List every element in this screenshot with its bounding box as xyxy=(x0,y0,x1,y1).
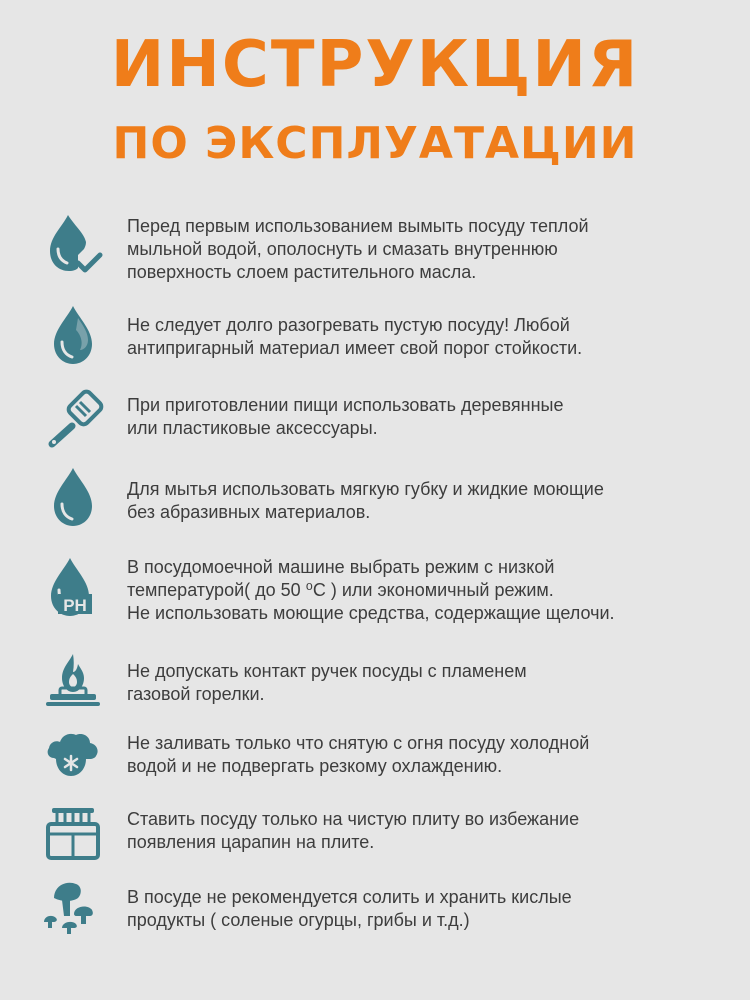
svg-text:PH: PH xyxy=(63,596,87,615)
instruction-text: Не заливать только что снятую с огня посуду холодной водой и не подвергать резкому охлаждению. xyxy=(127,733,590,776)
spatula-icon xyxy=(40,386,106,452)
instruction-text: В посудомоечной машине выбрать режим с низкой температурой( до 50 ⁰С ) или экономичный режим. Не использовать моющие средства, содержащие щелочи. xyxy=(127,557,615,623)
page-title: ИНСТРУКЦИЯ xyxy=(110,28,640,102)
water-drop-check-icon xyxy=(40,211,106,277)
instruction-text: Перед первым использованием вымыть посуду теплой мыльной водой, ополоснуть и смазать внутреннюю поверхность слоем растительного масла. xyxy=(127,216,589,282)
gas-burner-icon xyxy=(40,650,106,716)
instruction-text: Не следует долго разогревать пустую посуду! Любой антипригарный материал имеет свой порог стойкости. xyxy=(127,315,583,358)
instruction-text: При приготовлении пищи использовать деревянные или пластиковые аксессуары. xyxy=(127,395,564,438)
instruction-text: Ставить посуду только на чистую плиту во избежание появления царапин на плите. xyxy=(127,809,580,852)
instruction-text: В посуде не рекомендуется солить и хранить кислые продукты ( соленые огурцы, грибы и т.д.) xyxy=(127,887,572,930)
page-subtitle: ПО ЭКСПЛУАТАЦИИ xyxy=(112,118,638,169)
stove-brush-icon xyxy=(40,802,106,868)
flame-drop-icon xyxy=(40,302,106,368)
instruction-text: Для мытья использовать мягкую губку и жидкие моющие без абразивных материалов. xyxy=(127,479,604,522)
water-drop-icon xyxy=(40,464,106,530)
ph-drop-icon xyxy=(40,554,106,620)
instruction-text: Не допускать контакт ручек посуды с пламенем газовой горелки. xyxy=(127,661,527,704)
mushrooms-icon xyxy=(40,876,106,942)
cloud-snowflake-icon xyxy=(40,726,106,792)
